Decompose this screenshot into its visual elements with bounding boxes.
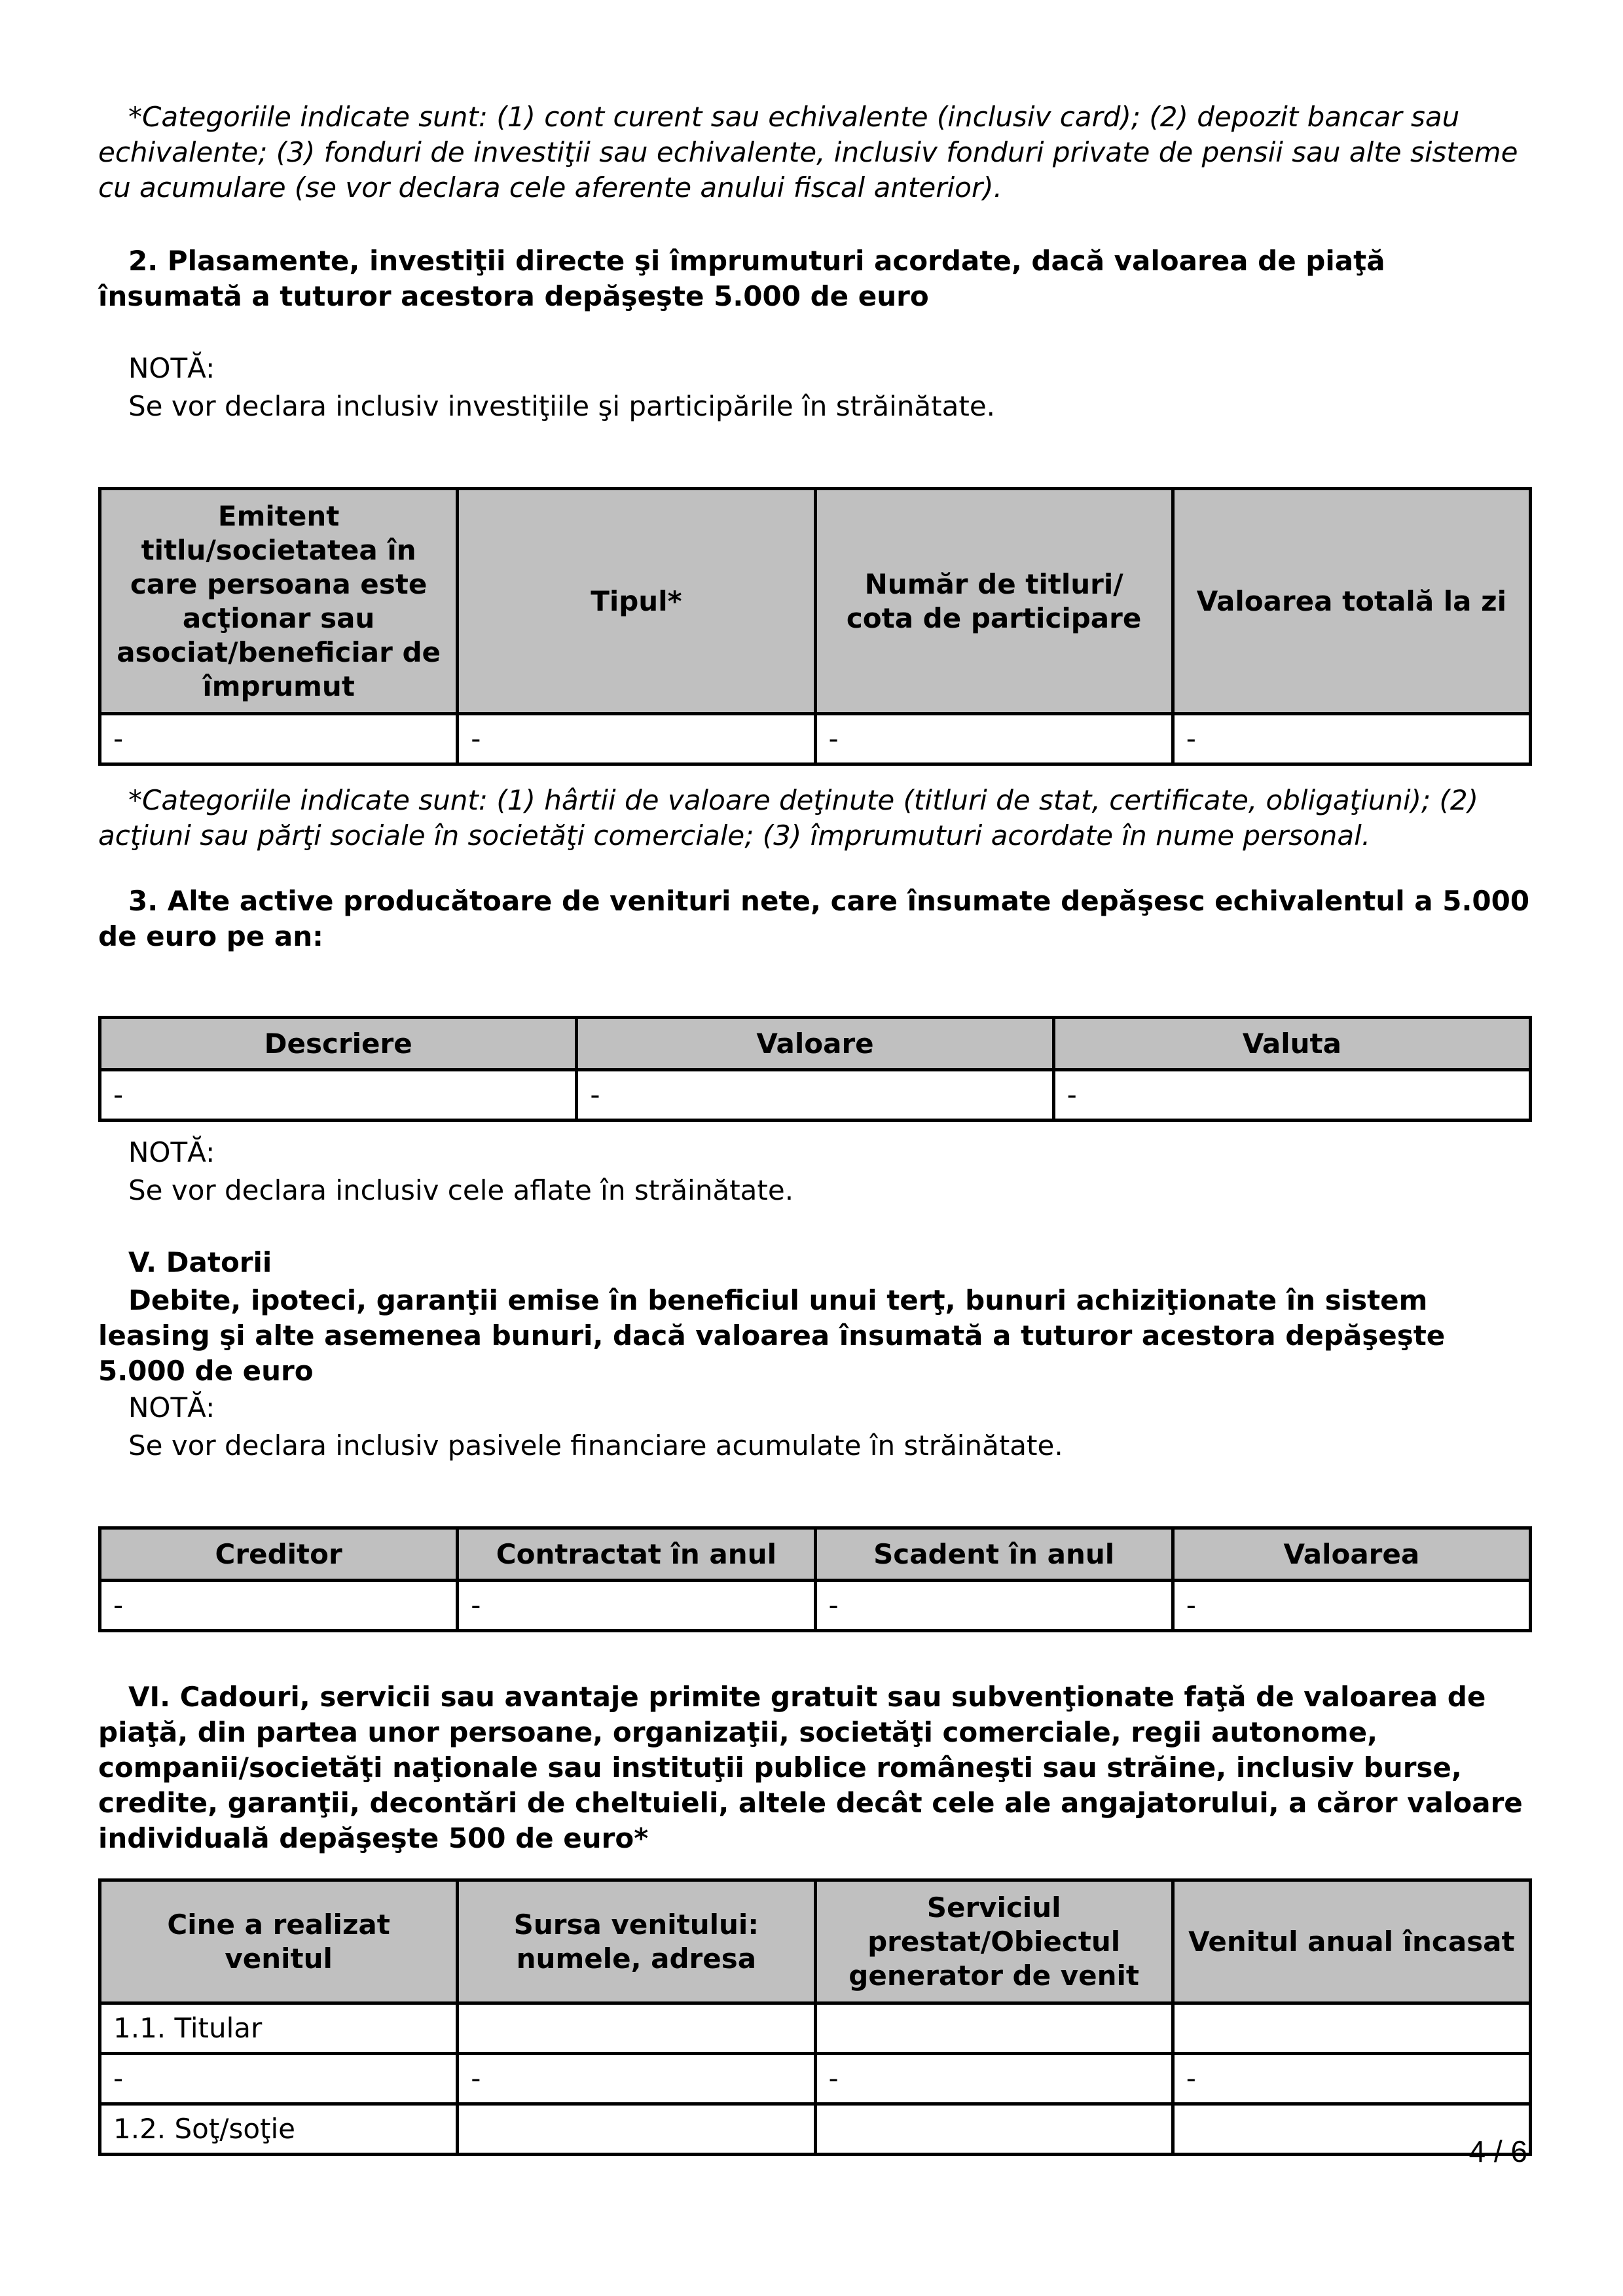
table-cell: -	[458, 2054, 815, 2104]
header-valoarea-totala: Valoarea totală la zi	[1173, 489, 1530, 714]
header-creditor: Creditor	[100, 1528, 458, 1581]
header-emitent: Emitent titlu/societatea în care persoana este acţionar sau asociat/beneficiar de împrumut	[100, 489, 458, 714]
section-2-title: 2. Plasamente, investiţii directe şi împrumuturi acordate, dacă valoarea de piaţă însumată a tuturor acestora depăşeşte 5.000 de euro	[98, 245, 1385, 312]
table-cell: -	[100, 714, 458, 764]
table-cell: -	[815, 2054, 1173, 2104]
table-cell	[815, 2104, 1173, 2155]
section-6-title: VI. Cadouri, servicii sau avantaje primite gratuit sau subvenţionate faţă de valoarea de piaţă, din partea unor persoane, organizaţii, societăţi comerciale, regii autonome, companii/societăţi naţionale sau instituţii publice româneşti sau străine, inclusiv burse, credite, garanţii, decontări de cheltuieli, altele decât cele ale angajatorului, a căror valoare individuală depăşeşte 500 de euro*	[98, 1681, 1523, 1854]
section-5-nota-text: Se vor declara inclusiv pasivele financiare acumulate în străinătate.	[128, 1429, 1063, 1462]
table-cell: -	[815, 714, 1173, 764]
table-cell: -	[1173, 1581, 1530, 1631]
header-descriere: Descriere	[100, 1018, 577, 1070]
table-cell: -	[100, 1070, 577, 1121]
table-row	[100, 1581, 1531, 1631]
table-cell	[458, 2104, 815, 2155]
section-3-nota-text: Se vor declara inclusiv cele aflate în străinătate.	[128, 1174, 794, 1206]
header-numar-titluri: Număr de titluri/ cota de participare	[815, 489, 1173, 714]
header-valoarea: Valoarea	[1173, 1528, 1530, 1581]
header-venitul-anual: Venitul anual încasat	[1173, 1880, 1530, 2003]
table-cell: -	[100, 2054, 458, 2104]
header-valoare: Valoare	[577, 1018, 1053, 1070]
table-row	[100, 2054, 1531, 2104]
table-cell: -	[577, 1070, 1053, 1121]
header-cine-a-realizat: Cine a realizat venitul	[100, 1880, 458, 2003]
other-assets-table	[98, 1016, 1532, 1122]
table-cell: -	[100, 1581, 458, 1631]
header-serviciul-prestat: Serviciul prestat/Obiectul generator de venit	[815, 1880, 1173, 2003]
table-cell	[1173, 2003, 1530, 2054]
table-cell: 1.2. Soţ/soţie	[100, 2104, 458, 2155]
table-cell: -	[1053, 1070, 1530, 1121]
table-row	[100, 1070, 1531, 1121]
debts-table	[98, 1526, 1532, 1632]
categories-note-1: *Categoriile indicate sunt: (1) cont curent sau echivalente (inclusiv card); (2) depozit bancar sau echivalente; (3) fonduri de investiţii sau echivalente, inclusiv fonduri private de pensii sau alte sisteme cu acumulare (se vor declara cele aferente anului fiscal anterior).	[98, 101, 1518, 204]
table-cell: 1.1. Titular	[100, 2003, 458, 2054]
table-cell: -	[1173, 714, 1530, 764]
table-row	[100, 2104, 1531, 2155]
section-5-title: Debite, ipoteci, garanţii emise în beneficiul unui terţ, bunuri achiziţionate în sistem leasing şi alte asemenea bunuri, dacă valoarea însumată a tuturor acestora depăşeşte 5.000 de euro	[98, 1284, 1446, 1387]
section-3-nota-label: NOTĂ:	[128, 1136, 215, 1168]
section-2-nota-label: NOTĂ:	[128, 352, 215, 384]
table-cell	[458, 2003, 815, 2054]
table-cell: -	[815, 1581, 1173, 1631]
header-contractat: Contractat în anul	[458, 1528, 815, 1581]
section-5-nota-label: NOTĂ:	[128, 1391, 215, 1424]
table-cell: -	[458, 714, 815, 764]
page-number: 4 / 6	[1468, 2134, 1527, 2168]
investments-table	[98, 487, 1532, 766]
header-tipul: Tipul*	[458, 489, 815, 714]
table-cell: -	[458, 1581, 815, 1631]
header-scadent: Scadent în anul	[815, 1528, 1173, 1581]
header-valuta: Valuta	[1053, 1018, 1530, 1070]
table-row	[100, 714, 1531, 764]
table-cell: -	[1173, 2054, 1530, 2104]
section-5-heading: V. Datorii	[128, 1246, 272, 1278]
table-cell	[815, 2003, 1173, 2054]
categories-note-2: *Categoriile indicate sunt: (1) hârtii de valoare deţinute (titluri de stat, certificate, obligaţiuni); (2) acţiuni sau părţi sociale în societăţi comerciale; (3) împrumuturi acordate în nume personal.	[98, 784, 1479, 852]
section-3-title: 3. Alte active producătoare de venituri nete, care însumate depăşesc echivalentul a 5.000 de euro pe an:	[98, 885, 1530, 952]
header-sursa-venitului: Sursa venitului: numele, adresa	[458, 1880, 815, 2003]
gifts-table	[98, 1878, 1532, 2156]
section-2-nota-text: Se vor declara inclusiv investiţiile şi participările în străinătate.	[128, 390, 996, 422]
table-row	[100, 2003, 1531, 2054]
